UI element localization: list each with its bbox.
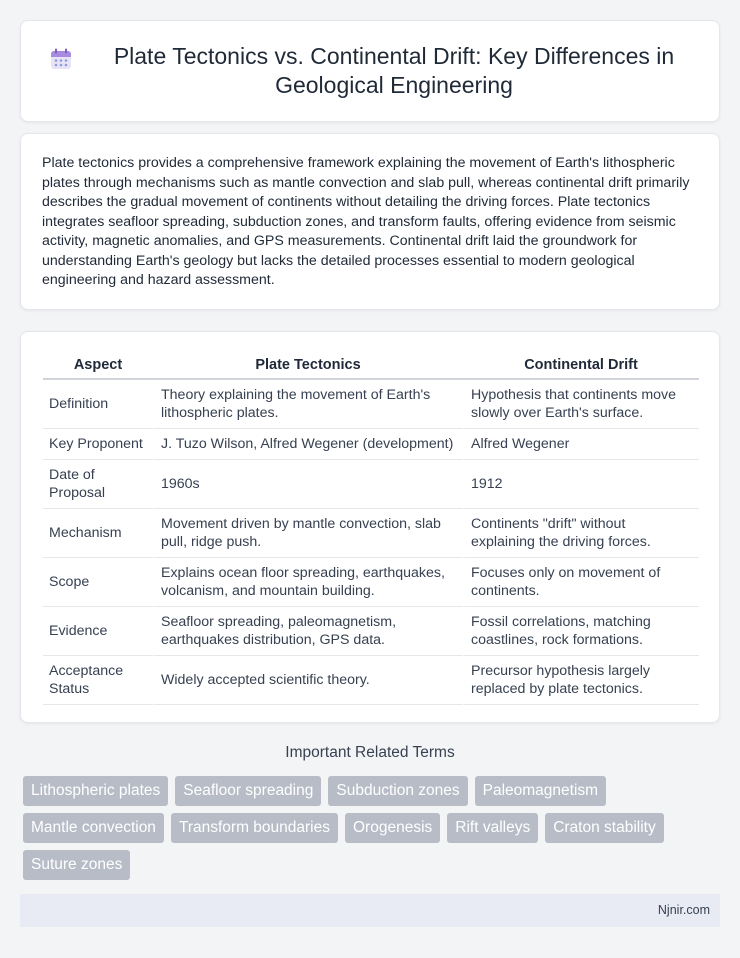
- footer: [20, 894, 720, 927]
- table-cell: 1912: [463, 460, 699, 509]
- table-cell-aspect: Scope: [43, 558, 153, 607]
- table-cell-aspect: Key Proponent: [43, 429, 153, 460]
- table-cell: 1960s: [153, 460, 463, 509]
- page-title: Plate Tectonics vs. Continental Drift: Key Differences in Geological Engineering: [113, 43, 675, 98]
- table-cell: Explains ocean floor spreading, earthquakes, volcanism, and mountain building.: [153, 558, 463, 607]
- table-cell: Fossil correlations, matching coastlines, rock formations.: [463, 607, 699, 656]
- table-cell-aspect: Date of Proposal: [43, 460, 153, 509]
- comparison-table: [43, 352, 699, 705]
- table-cell-aspect: Evidence: [43, 607, 153, 656]
- term-tag[interactable]: Paleomagnetism: [475, 776, 606, 806]
- term-tag[interactable]: Lithospheric plates: [23, 776, 168, 806]
- summary-paragraph: Plate tectonics provides a comprehensive framework explaining the movement of Earth's lithospheric plates through mechanisms such as mantle convection and slab pull, whereas continental drift primarily describes the gradual movement of continents without detailing the driving forces. Plate tectonics integrates seafloor spreading, subduction zones, and transform faults, offering evidence from seismic activity, magnetic anomalies, and GPS measurements. Continental drift laid the groundwork for understanding Earth's geology but lacks the detailed processes essential to modern geological engineering and hazard assessment.: [42, 155, 690, 288]
- term-tag[interactable]: Rift valleys: [447, 813, 538, 843]
- term-tag[interactable]: Transform boundaries: [171, 813, 338, 843]
- term-tag[interactable]: Mantle convection: [23, 813, 164, 843]
- calendar-icon: [49, 47, 73, 71]
- header-continental-drift: Continental Drift: [463, 352, 699, 380]
- table-cell: Hypothesis that continents move slowly over Earth's surface.: [463, 380, 699, 429]
- table-cell-aspect: Mechanism: [43, 509, 153, 558]
- table-row: [43, 460, 699, 509]
- summary-card: [20, 133, 720, 310]
- table-row: [43, 380, 699, 429]
- header-card: [20, 20, 720, 122]
- header-aspect: Aspect: [43, 352, 153, 380]
- table-cell: J. Tuzo Wilson, Alfred Wegener (development): [153, 429, 463, 460]
- table-row: [43, 558, 699, 607]
- table-cell-aspect: Acceptance Status: [43, 656, 153, 705]
- term-tag[interactable]: Orogenesis: [345, 813, 440, 843]
- term-tag[interactable]: Suture zones: [23, 850, 130, 880]
- table-row: [43, 607, 699, 656]
- table-cell-aspect: Definition: [43, 380, 153, 429]
- table-cell: Widely accepted scientific theory.: [153, 656, 463, 705]
- footer-site-link[interactable]: Njnir.com: [657, 903, 710, 917]
- table-cell: Theory explaining the movement of Earth's lithospheric plates.: [153, 380, 463, 429]
- table-cell: Alfred Wegener: [463, 429, 699, 460]
- header-plate-tectonics: Plate Tectonics: [153, 352, 463, 380]
- term-tag[interactable]: Seafloor spreading: [175, 776, 321, 806]
- term-tag[interactable]: Subduction zones: [328, 776, 467, 806]
- related-terms-heading: Important Related Terms: [285, 744, 455, 761]
- table-cell: Precursor hypothesis largely replaced by plate tectonics.: [463, 656, 699, 705]
- table-row: [43, 429, 699, 460]
- table-row: [43, 656, 699, 705]
- related-terms-list: [23, 776, 723, 887]
- term-tag[interactable]: Craton stability: [545, 813, 664, 843]
- table-cell: Movement driven by mantle convection, slab pull, ridge push.: [153, 509, 463, 558]
- table-cell: Continents "drift" without explaining the driving forces.: [463, 509, 699, 558]
- table-cell: Seafloor spreading, paleomagnetism, earthquakes distribution, GPS data.: [153, 607, 463, 656]
- comparison-table-card: [20, 331, 720, 723]
- table-cell: Focuses only on movement of continents.: [463, 558, 699, 607]
- table-row: [43, 509, 699, 558]
